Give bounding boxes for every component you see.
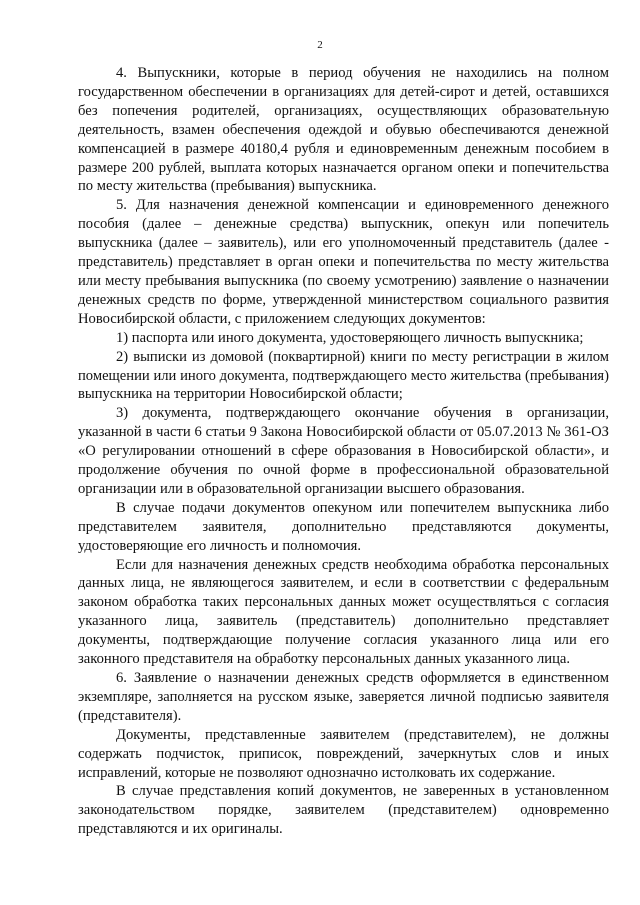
- page-number: 2: [317, 39, 323, 51]
- paragraph-item-4: 4. Выпускники, которые в период обучения не находились на полном государственном обеспечении в организациях для детей-сирот и детей, оставшихся без попечения родителей, организациях, осуществляющих образовательную деятельность, взамен обеспечения одеждой и обувью обеспечиваются денежной компенсацией в размере 40180,4 рубля и единовременным денежным пособием в размере 200 рублей, выплата которых назначается органом опеки и попечительства по месту жительства (пребывания) выпускника.: [78, 65, 609, 195]
- list-item-passport: 1) паспорта или иного документа, удостоверяющего личность выпускника;: [116, 329, 584, 346]
- list-item-registration-extract: 2) выписки из домовой (поквартирной) книги по месту регистрации в жилом помещении или иного документа, подтверждающего место жительства (пребывания) выпускника на территории Новосибирской области;: [78, 348, 609, 403]
- paragraph-document-requirements: Документы, представленные заявителем (представителем), не должны содержать подчисток, приписок, повреждений, зачеркнутых слов и иных исправлений, которые не позволяют однозначно истолковать их содержание.: [78, 726, 609, 781]
- paragraph-item-5: 5. Для назначения денежной компенсации и единовременного денежного пособия (далее – денежные средства) выпускник, опекун или попечитель выпускника (далее – заявитель), или его уполномоченный представитель (далее - представитель) представляет в орган опеки и попечительства по месту жительства или месту пребывания выпускника (по своему усмотрению) заявление о назначении денежных средств по форме, утвержденной министерством социального развития Новосибирской области, с приложением следующих документов:: [78, 197, 609, 327]
- paragraph-guardian-documents: В случае подачи документов опекуном или попечителем выпускника либо представителем заявителя, дополнительно представляются документы, удостоверяющие его личность и полномочия.: [78, 499, 609, 554]
- paragraph-personal-data-consent: Если для назначения денежных средств необходима обработка персональных данных лица, не являющегося заявителем, и если в соответствии с федеральным законом обработка таких персональных данных может осуществляться с согласия указанного лица, заявитель (представитель) дополнительно представляет документы, подтверждающие получение согласия указанного лица или его законного представителя на обработку персональных данных указанного лица.: [78, 556, 609, 668]
- document-body: [78, 64, 609, 839]
- paragraph-copies-originals: В случае представления копий документов, не заверенных в установленном законодательством порядке, заявителем (представителем) одновременно представляются и их оригиналы.: [78, 783, 609, 838]
- list-item-education-document: 3) документа, подтверждающего окончание обучения в организации, указанной в части 6 статьи 9 Закона Новосибирской области от 05.07.2013 № 361-ОЗ «О регулировании отношений в сфере образования в Новосибирской области», и продолжение обучения по очной форме в профессиональной образовательной организации или в образовательной организации высшего образования.: [78, 405, 609, 497]
- paragraph-item-6: 6. Заявление о назначении денежных средств оформляется в единственном экземпляре, заполняется на русском языке, заверяется личной подписью заявителя (представителя).: [78, 670, 609, 724]
